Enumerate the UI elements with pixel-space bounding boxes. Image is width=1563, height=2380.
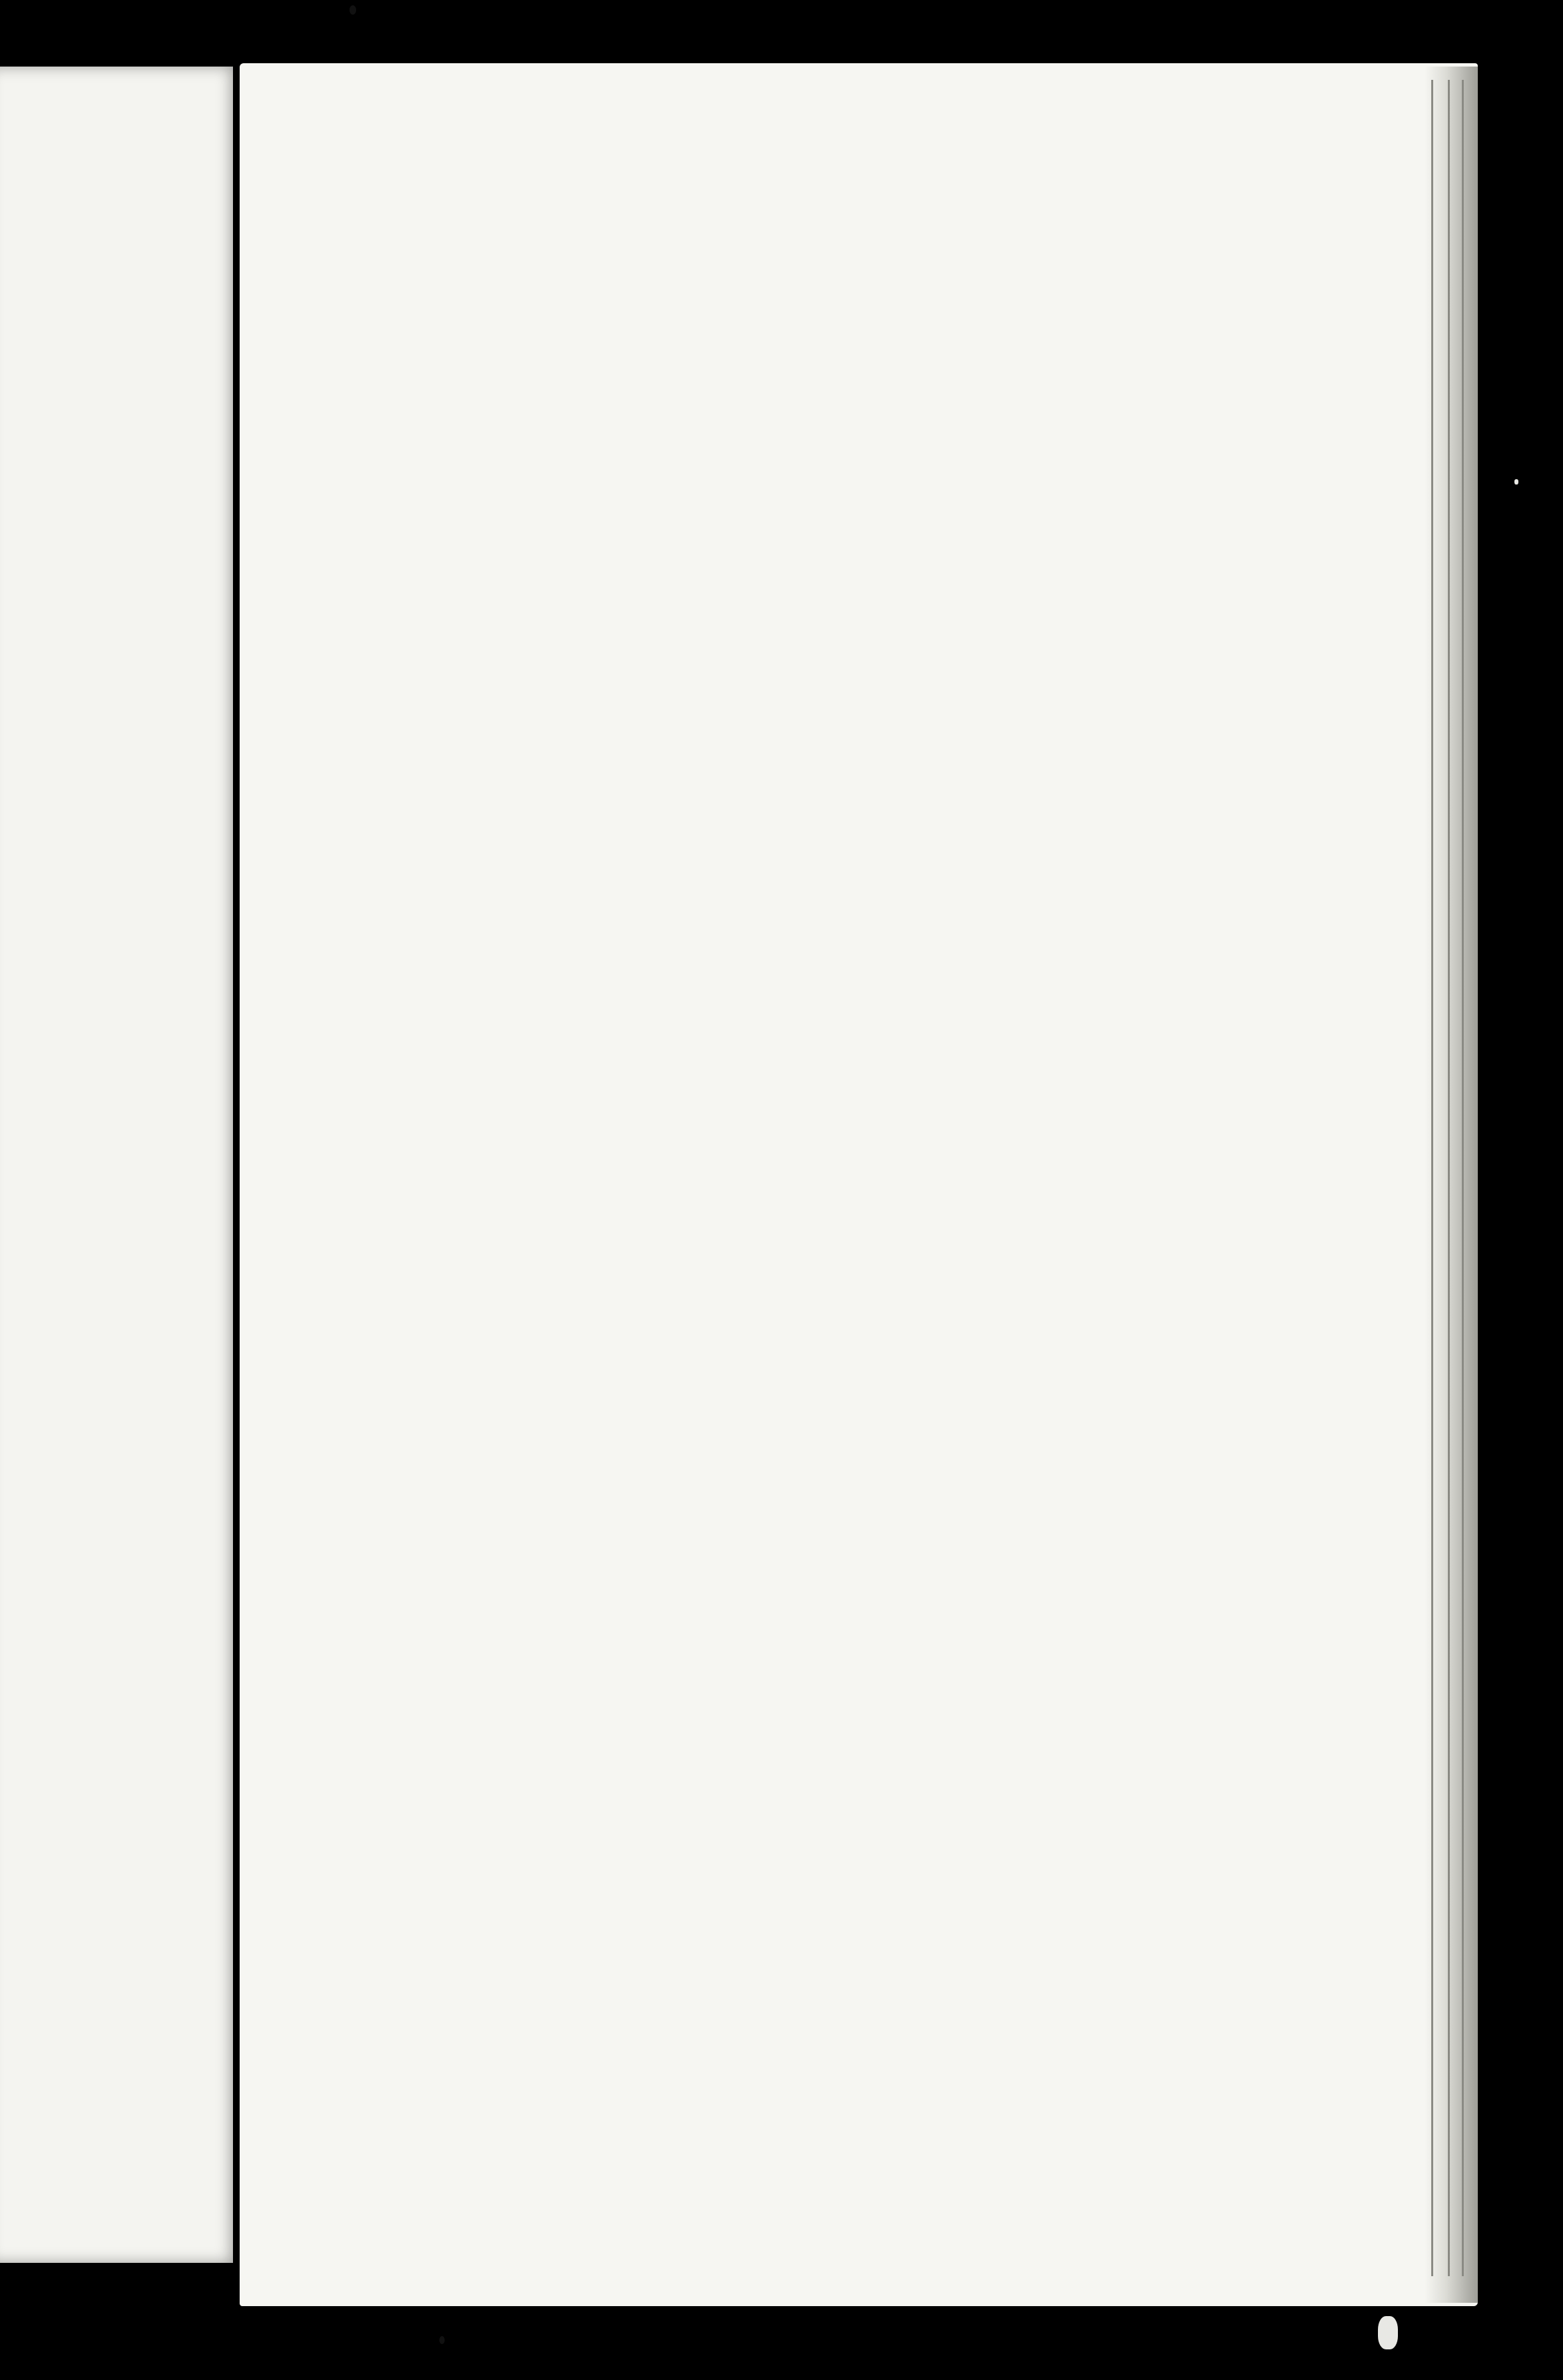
scan-speck	[349, 5, 356, 15]
scan-speck	[1378, 2316, 1398, 2349]
scan-speck	[1514, 479, 1518, 485]
page-edge-line	[1431, 80, 1433, 2276]
page-edge-line	[1448, 80, 1450, 2276]
left-page	[0, 67, 243, 2263]
right-page	[240, 63, 1478, 2306]
scan-speck	[439, 2336, 445, 2344]
page-edge-line	[1462, 80, 1464, 2276]
